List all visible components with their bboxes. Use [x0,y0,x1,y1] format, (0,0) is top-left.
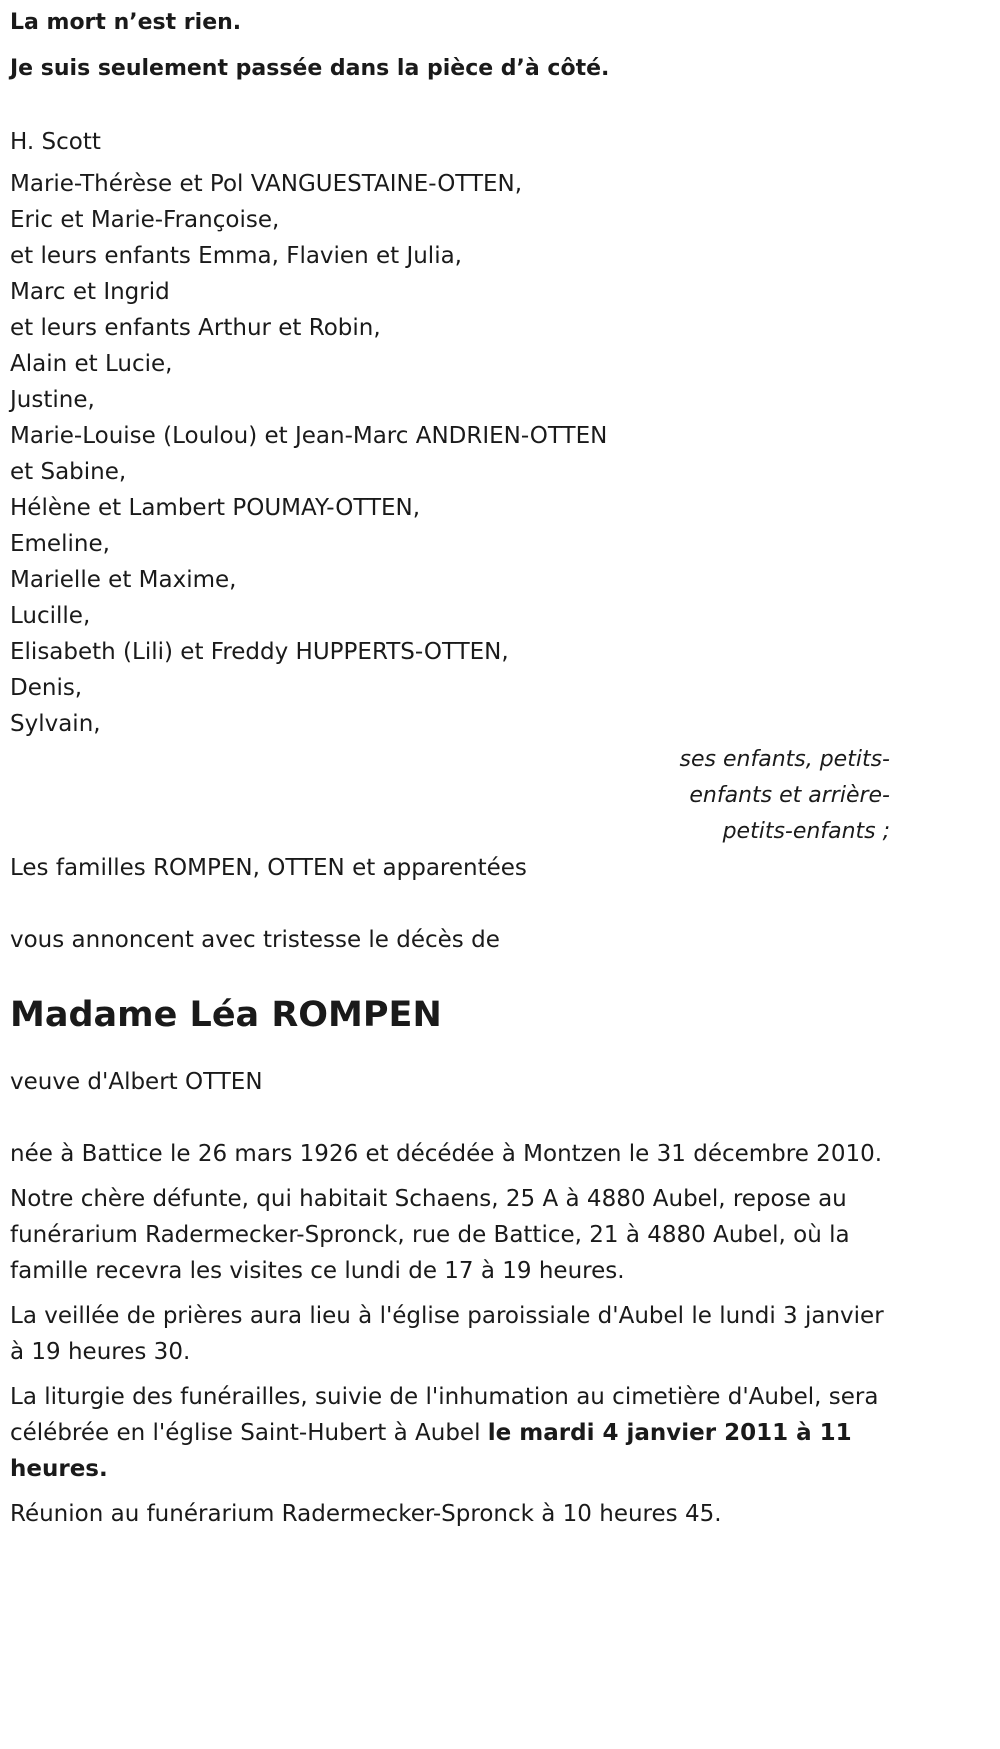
family-line: Hélène et Lambert POUMAY-OTTEN, [10,495,421,521]
birth-death-dates: née à Battice le 26 mars 1926 et décédée à Montzen le 31 décembre 2010. [10,1141,883,1167]
family-line: Marie-Louise (Loulou) et Jean-Marc ANDRIEN-OTTEN [10,423,608,449]
family-line: Lucille, [10,603,91,629]
family-line: Marielle et Maxime, [10,567,237,593]
family-line: Sylvain, [10,711,101,737]
quote-line-1: La mort n’est rien. [10,10,242,35]
family-line: Alain et Lucie, [10,351,173,377]
relation-line-3: petits-enfants ; [722,819,890,844]
relation-line-1: ses enfants, petits- [679,747,890,772]
family-line: et Sabine, [10,459,127,485]
family-line: Elisabeth (Lili) et Freddy HUPPERTS-OTTEN, [10,639,509,665]
liturgy-paragraph [10,1379,895,1487]
reunion-paragraph: Réunion au funérarium Radermecker-Spronck à 10 heures 45. [10,1501,722,1527]
family-line: Emeline, [10,531,110,557]
quote-line-2: Je suis seulement passée dans la pièce d’à côté. [10,56,610,81]
family-line: Denis, [10,675,83,701]
residence-paragraph: Notre chère défunte, qui habitait Schaens, 25 A à 4880 Aubel, repose au funérarium Radermecker-Spronck, rue de Battice, 21 à 4880 Aubel, où la famille recevra les visites ce lundi de 17 à 19 heures. [10,1186,850,1284]
family-relation-note [10,742,890,850]
widow-of: veuve d'Albert OTTEN [10,1069,263,1095]
liturgy-date: le mardi 4 janvier 2011 à 11 heures. [10,1420,852,1482]
quote-author: H. Scott [10,129,101,155]
family-line: Justine, [10,387,95,413]
family-line: et leurs enfants Arthur et Robin, [10,315,381,341]
family-line: Marc et Ingrid [10,279,170,305]
extended-families: Les familles ROMPEN, OTTEN et apparentées [10,855,527,881]
family-line: et leurs enfants Emma, Flavien et Julia, [10,243,462,269]
family-list [10,166,900,742]
deceased-name: Madame Léa ROMPEN [10,995,442,1035]
vigil-paragraph: La veillée de prières aura lieu à l'église paroissiale d'Aubel le lundi 3 janvier à 19 heures 30. [10,1303,884,1365]
relation-line-2: enfants et arrière- [689,783,890,808]
family-line: Marie-Thérèse et Pol VANGUESTAINE-OTTEN, [10,171,523,197]
announcement-text: vous annoncent avec tristesse le décès de [10,927,500,953]
family-line: Eric et Marie-Françoise, [10,207,280,233]
liturgy-intro: La liturgie des funérailles, suivie de l'inhumation au cimetière d'Aubel, sera célébrée en l'église Saint-Hubert à Aubel [10,1384,879,1446]
